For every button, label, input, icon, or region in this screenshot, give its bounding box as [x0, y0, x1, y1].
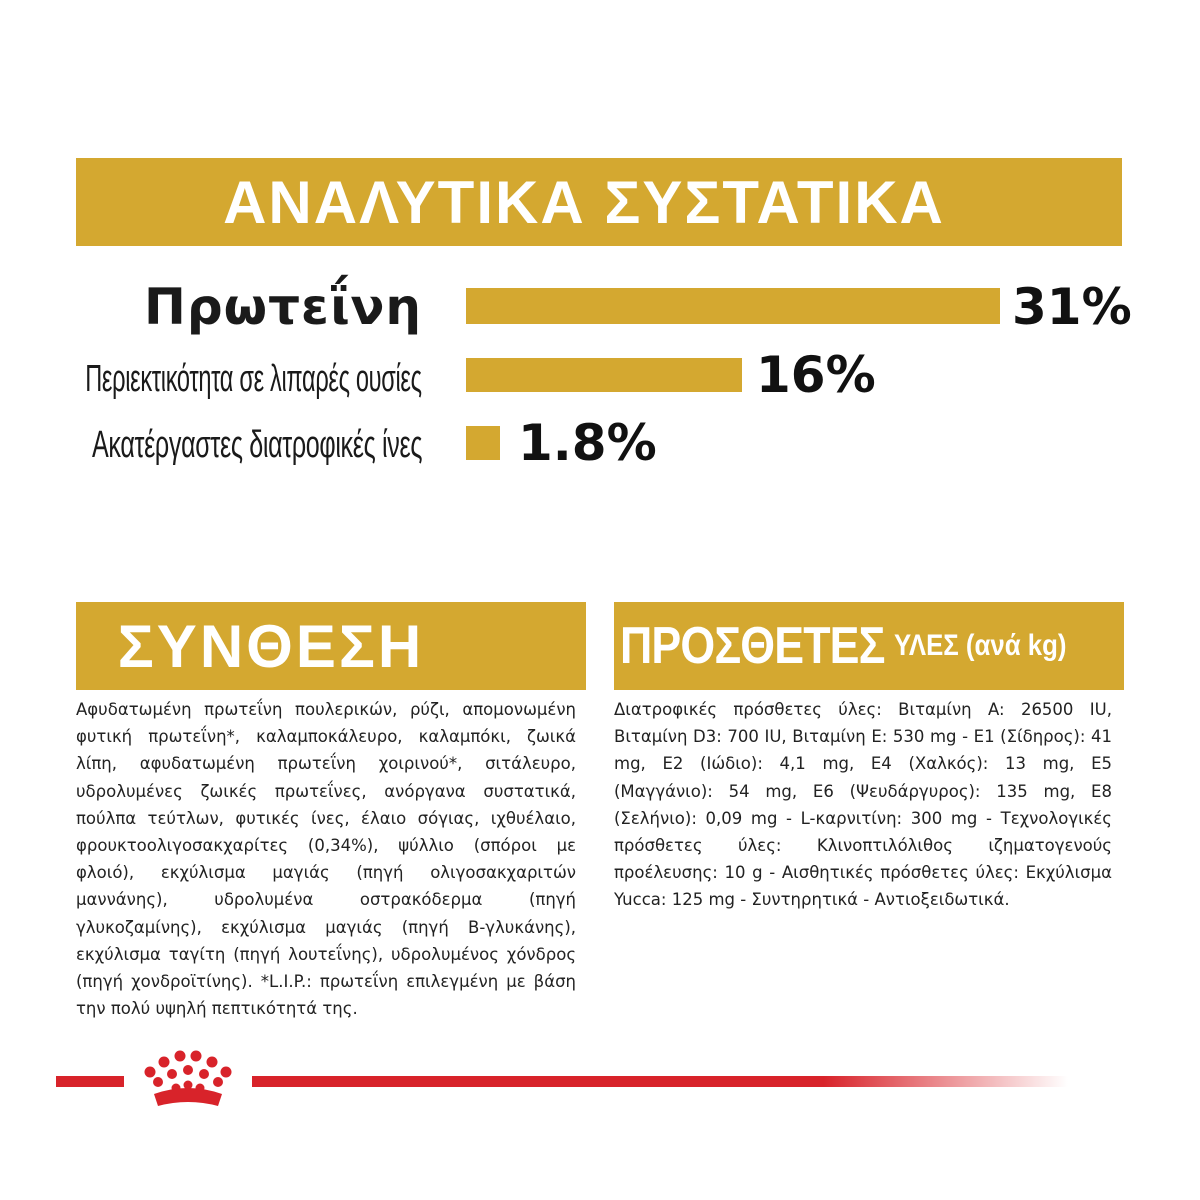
- protein-bar: [466, 288, 1000, 324]
- crude-fiber-label: Ακατέργαστες διατροφικές ίνες: [91, 424, 422, 466]
- royal-canin-crown-icon: [128, 1030, 244, 1112]
- composition-title: ΣΥΝΘΕΣΗ: [117, 612, 425, 680]
- footer-line-left: [56, 1076, 124, 1087]
- fat-content-bar: [466, 358, 742, 392]
- additives-text: Διατροφικές πρόσθετες ύλες: Βιταμίνη A: 26500 IU, Βιταμίνη D3: 700 IU, Βιταμίνη E: 530 mg - E1 (Σίδηρος): 41 mg, E2 (Ιώδιο): 4,1 mg, E4 (Χαλκός): 13 mg, E5 (Μαγγάνιο): 54 mg, E6 (Ψευδάργυρος): 135 mg, E8 (Σελήνιο): 0,09 mg - L-καρνιτίνη: 300 mg - Τεχνολογικές πρόσθετες ύλες: Κλινοπτιλόλιθος ιζηματογενούς προέλευσης: 10 g - Αισθητικές πρόσθετες ύλες: Εκχύλισμα Yucca: 125 mg - Συντηρητικά - Αντιοξειδωτικά.: [614, 700, 1112, 910]
- protein-label: Πρωτεΐνη: [144, 278, 422, 336]
- crude-fiber-bar: [466, 426, 500, 460]
- additives-subtitle: ΥΛΕΣ (ανά kg): [893, 629, 1067, 662]
- additives-title: ΠΡΟΣΘΕΤΕΣ: [620, 617, 885, 675]
- composition-banner: [76, 602, 586, 690]
- fat-content-value: 16%: [756, 346, 876, 404]
- footer-line-right: [252, 1076, 1068, 1087]
- crude-fiber-value: 1.8%: [518, 414, 657, 472]
- analytical-constituents-title: ΑΝΑΛΥΤΙΚΑ ΣΥΣΤΑΤΙΚΑ: [223, 168, 945, 236]
- protein-value: 31%: [1012, 278, 1132, 336]
- fat-content-label: Περιεκτικότητα σε λιπαρές ουσίες: [85, 358, 422, 400]
- analytical-constituents-banner: [76, 158, 1122, 246]
- additives-banner: [614, 602, 1124, 690]
- composition-text: Αφυδατωμένη πρωτεΐνη πουλερικών, ρύζι, απομονωμένη φυτική πρωτεΐνη*, καλαμποκάλευρο, καλαμπόκι, ζωικά λίπη, αφυδατωμένη πρωτεΐνη χοιρινού*, σιτάλευρο, υδρολυμένες ζωικές πρωτεΐνες, ανόργανα συστατικά, πούλπα τεύτλων, φυτικές ίνες, έλαιο σόγιας, ιχθυέλαιο, φρουκτοολιγοσακχαρίτες (0,34%), ψύλλιο (σπόροι με φλοιό), εκχύλισμα μαγιάς (πηγή ολιγοσακχαριτών μαννάνης), υδρολυμένα οστρακόδερμα (πηγή γλυκοζαμίνης), εκχύλισμα μαγιάς (πηγή Β-γλυκάνης), εκχύλισμα ταγίτη (πηγή λουτεΐνης), υδρολυμένος χόνδρος (πηγή χονδροϊτίνης). *L.I.P.: πρωτεΐνη επιλεγμένη με βάση την πολύ υψηλή πεπτικότητά της.: [76, 700, 576, 1019]
